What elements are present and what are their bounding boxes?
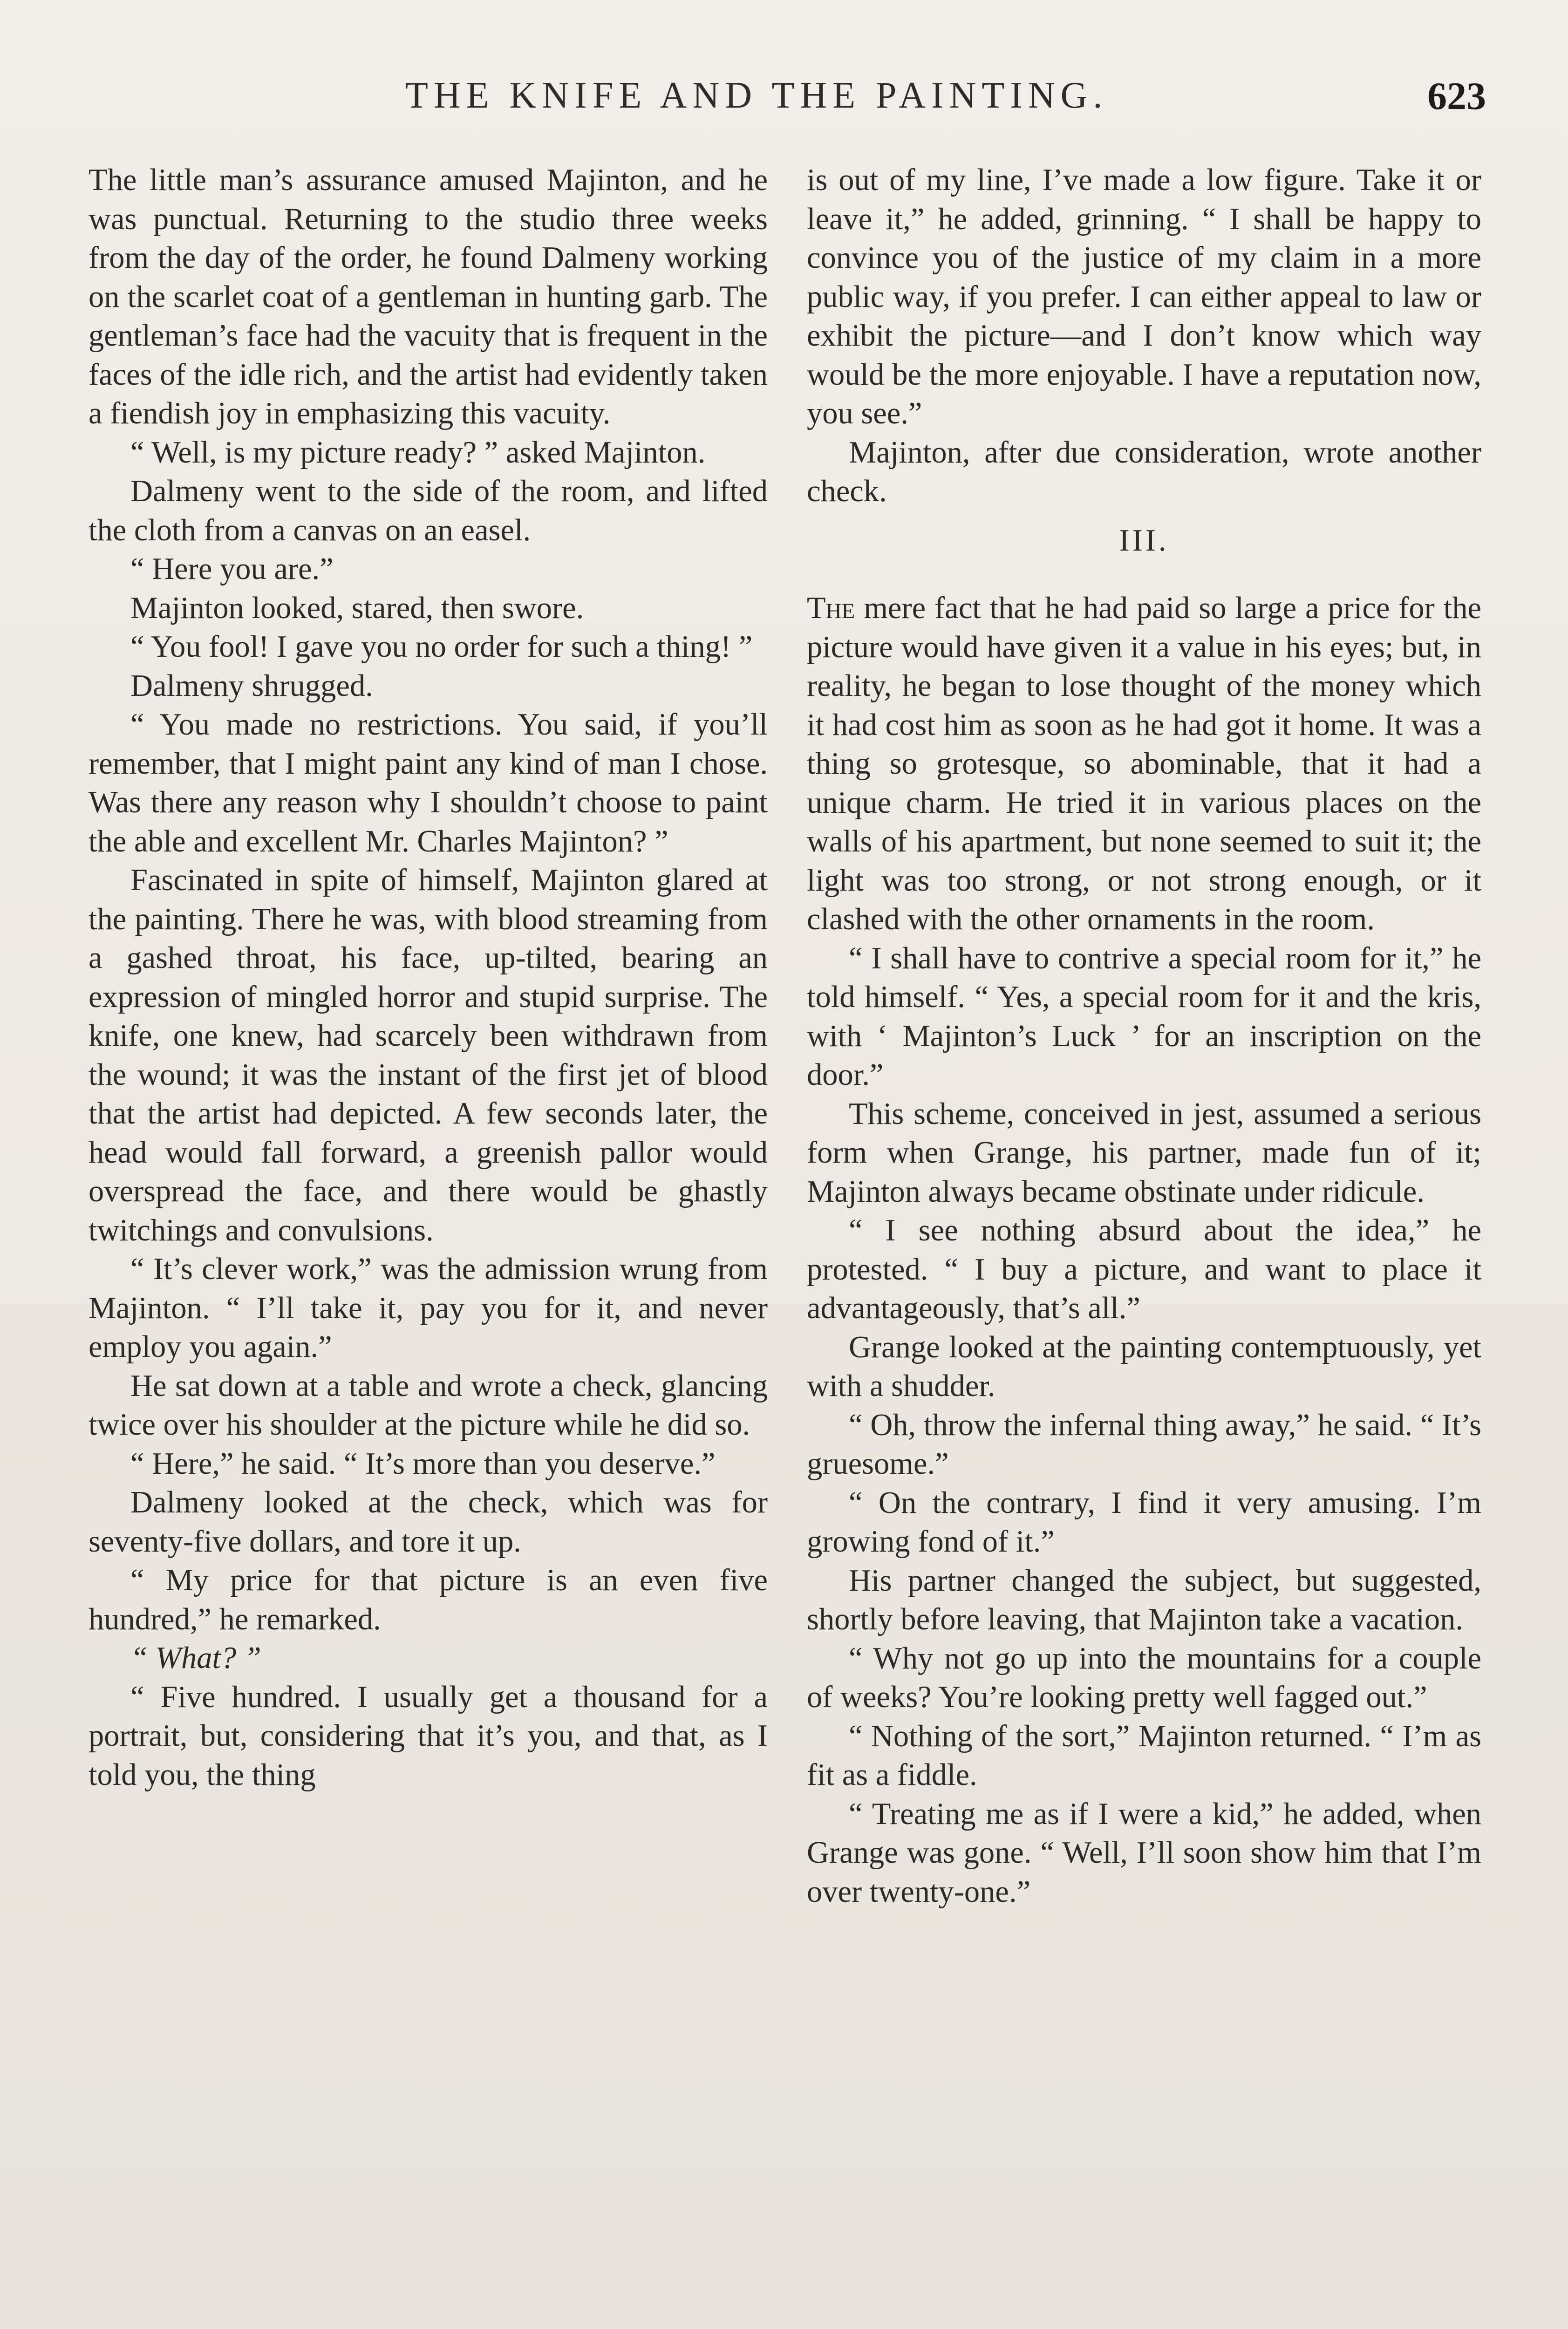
section-opening-paragraph [807,589,1481,939]
paragraph: “ My price for that picture is an even five hundred,” he remarked. [89,1563,768,1636]
section-number: III. [1119,523,1169,558]
paragraph: “ What? ” [130,1641,261,1675]
paragraph: Dalmeny went to the side of the room, and lifted the cloth from a canvas on an easel. [89,474,768,547]
running-title: THE KNIFE AND THE PAINTING. [405,75,1108,116]
paragraph: His partner changed the subject, but suggested, shortly before leaving, that Majinton take a vacation. [807,1563,1481,1636]
section-opening-word: The [807,591,855,625]
paragraph: “ Well, is my picture ready? ” asked Majinton. [130,435,706,470]
paragraph: Fascinated in spite of himself, Majinton glared at the painting. There he was, with blood streaming from a gashed throat, his face, up-tilted, bearing an expression of mingled horror and stupid surprise. The knife, one knew, had scarcely been withdrawn from the wound; it was the instant of the first jet of blood that the artist had depicted. A few seconds later, the head would fall forward, a greenish pallor would overspread the face, and there would be ghastly twitchings and convulsions. [89,863,768,1247]
paragraph: He sat down at a table and wrote a check, glancing twice over his shoulder at the picture while he did so. [89,1369,768,1442]
left-text-column [89,161,768,1794]
paragraph: “ Why not go up into the mountains for a couple of weeks? You’re looking pretty well fagged out.” [807,1641,1481,1714]
paragraph: This scheme, conceived in jest, assumed a serious form when Grange, his partner, made fun of it; Majinton always became obstinate under ridicule. [807,1096,1481,1209]
paragraph: “ Here you are.” [130,552,334,586]
paragraph: “ Here,” he said. “ It’s more than you deserve.” [130,1446,716,1481]
paragraph: “ I shall have to contrive a special room for it,” he told himself. “ Yes, a special room for it and the kris, with ‘ Majinton’s Luck ’ for an inscription on the door.” [807,941,1481,1092]
paragraph: is out of my line, I’ve made a low figure. Take it or leave it,” he added, grinning. “ I shall be happy to convince you of the justice of my claim in a more public way, if you prefer. I can either appeal to law or exhibit the picture—and I don’t know which way would be the more enjoyable. I have a reputation now, you see.” [807,163,1481,430]
paragraph: “ Five hundred. I usually get a thousand for a portrait, but, considering that it’s you, and that, as I told you, the thing [89,1680,768,1792]
paragraph: Majinton looked, stared, then swore. [130,591,584,625]
paragraph: Dalmeny looked at the check, which was for seventy-five dollars, and tore it up. [89,1485,768,1559]
paragraph: The little man’s assurance amused Majinton, and he was punctual. Returning to the studio three weeks from the day of the order, he found Dalmeny working on the scarlet coat of a gentleman in hunting garb. The gentleman’s face had the vacuity that is frequent in the faces of the idle rich, and the artist had evidently taken a fiendish joy in emphasizing this vacuity. [89,163,768,430]
paragraph: “ Treating me as if I were a kid,” he added, when Grange was gone. “ Well, I’ll soon show him that I’m over twenty-one.” [807,1797,1481,1909]
paragraph: Majinton, after due consideration, wrote another check. [807,435,1481,508]
right-text-column [807,161,1481,1911]
paragraph: Grange looked at the painting contemptuously, yet with a shudder. [807,1330,1481,1403]
page-number: 623 [1427,75,1486,118]
paragraph: “ It’s clever work,” was the admission wrung from Majinton. “ I’ll take it, pay you for it, and never employ you again.” [89,1252,768,1364]
paragraph: “ I see nothing absurd about the idea,” he protested. “ I buy a picture, and want to place it advantageously, that’s all.” [807,1213,1481,1325]
paragraph: “ On the contrary, I find it very amusing. I’m growing fond of it.” [807,1485,1481,1559]
paragraph: “ You made no restrictions. You said, if you’ll remember, that I might paint any kind of man I chose. Was there any reason why I shouldn’t choose to paint the able and excellent Mr. Charles Majinton? ” [89,708,768,858]
paragraph: “ Nothing of the sort,” Majinton returned. “ I’m as fit as a fiddle. [807,1719,1481,1792]
paragraph: “ You fool! I gave you no order for such a thing! ” [130,630,753,664]
paragraph: “ Oh, throw the infernal thing away,” he said. “ It’s gruesome.” [807,1408,1481,1481]
paragraph: Dalmeny shrugged. [130,668,373,703]
page-header [89,75,1486,130]
section-opening-text: mere fact that he had paid so large a price for the picture would have given it a value in his eyes; but, in reality, he began to lose thought of the money which it had cost him as soon as he had got it home. It was a thing so grotesque, so abominable, that it had a unique charm. He tried it in various places on the walls of his apartment, but none seemed to suit it; the light was too strong, or not strong enough, or it clashed with the other ornaments in the room. [807,591,1481,936]
